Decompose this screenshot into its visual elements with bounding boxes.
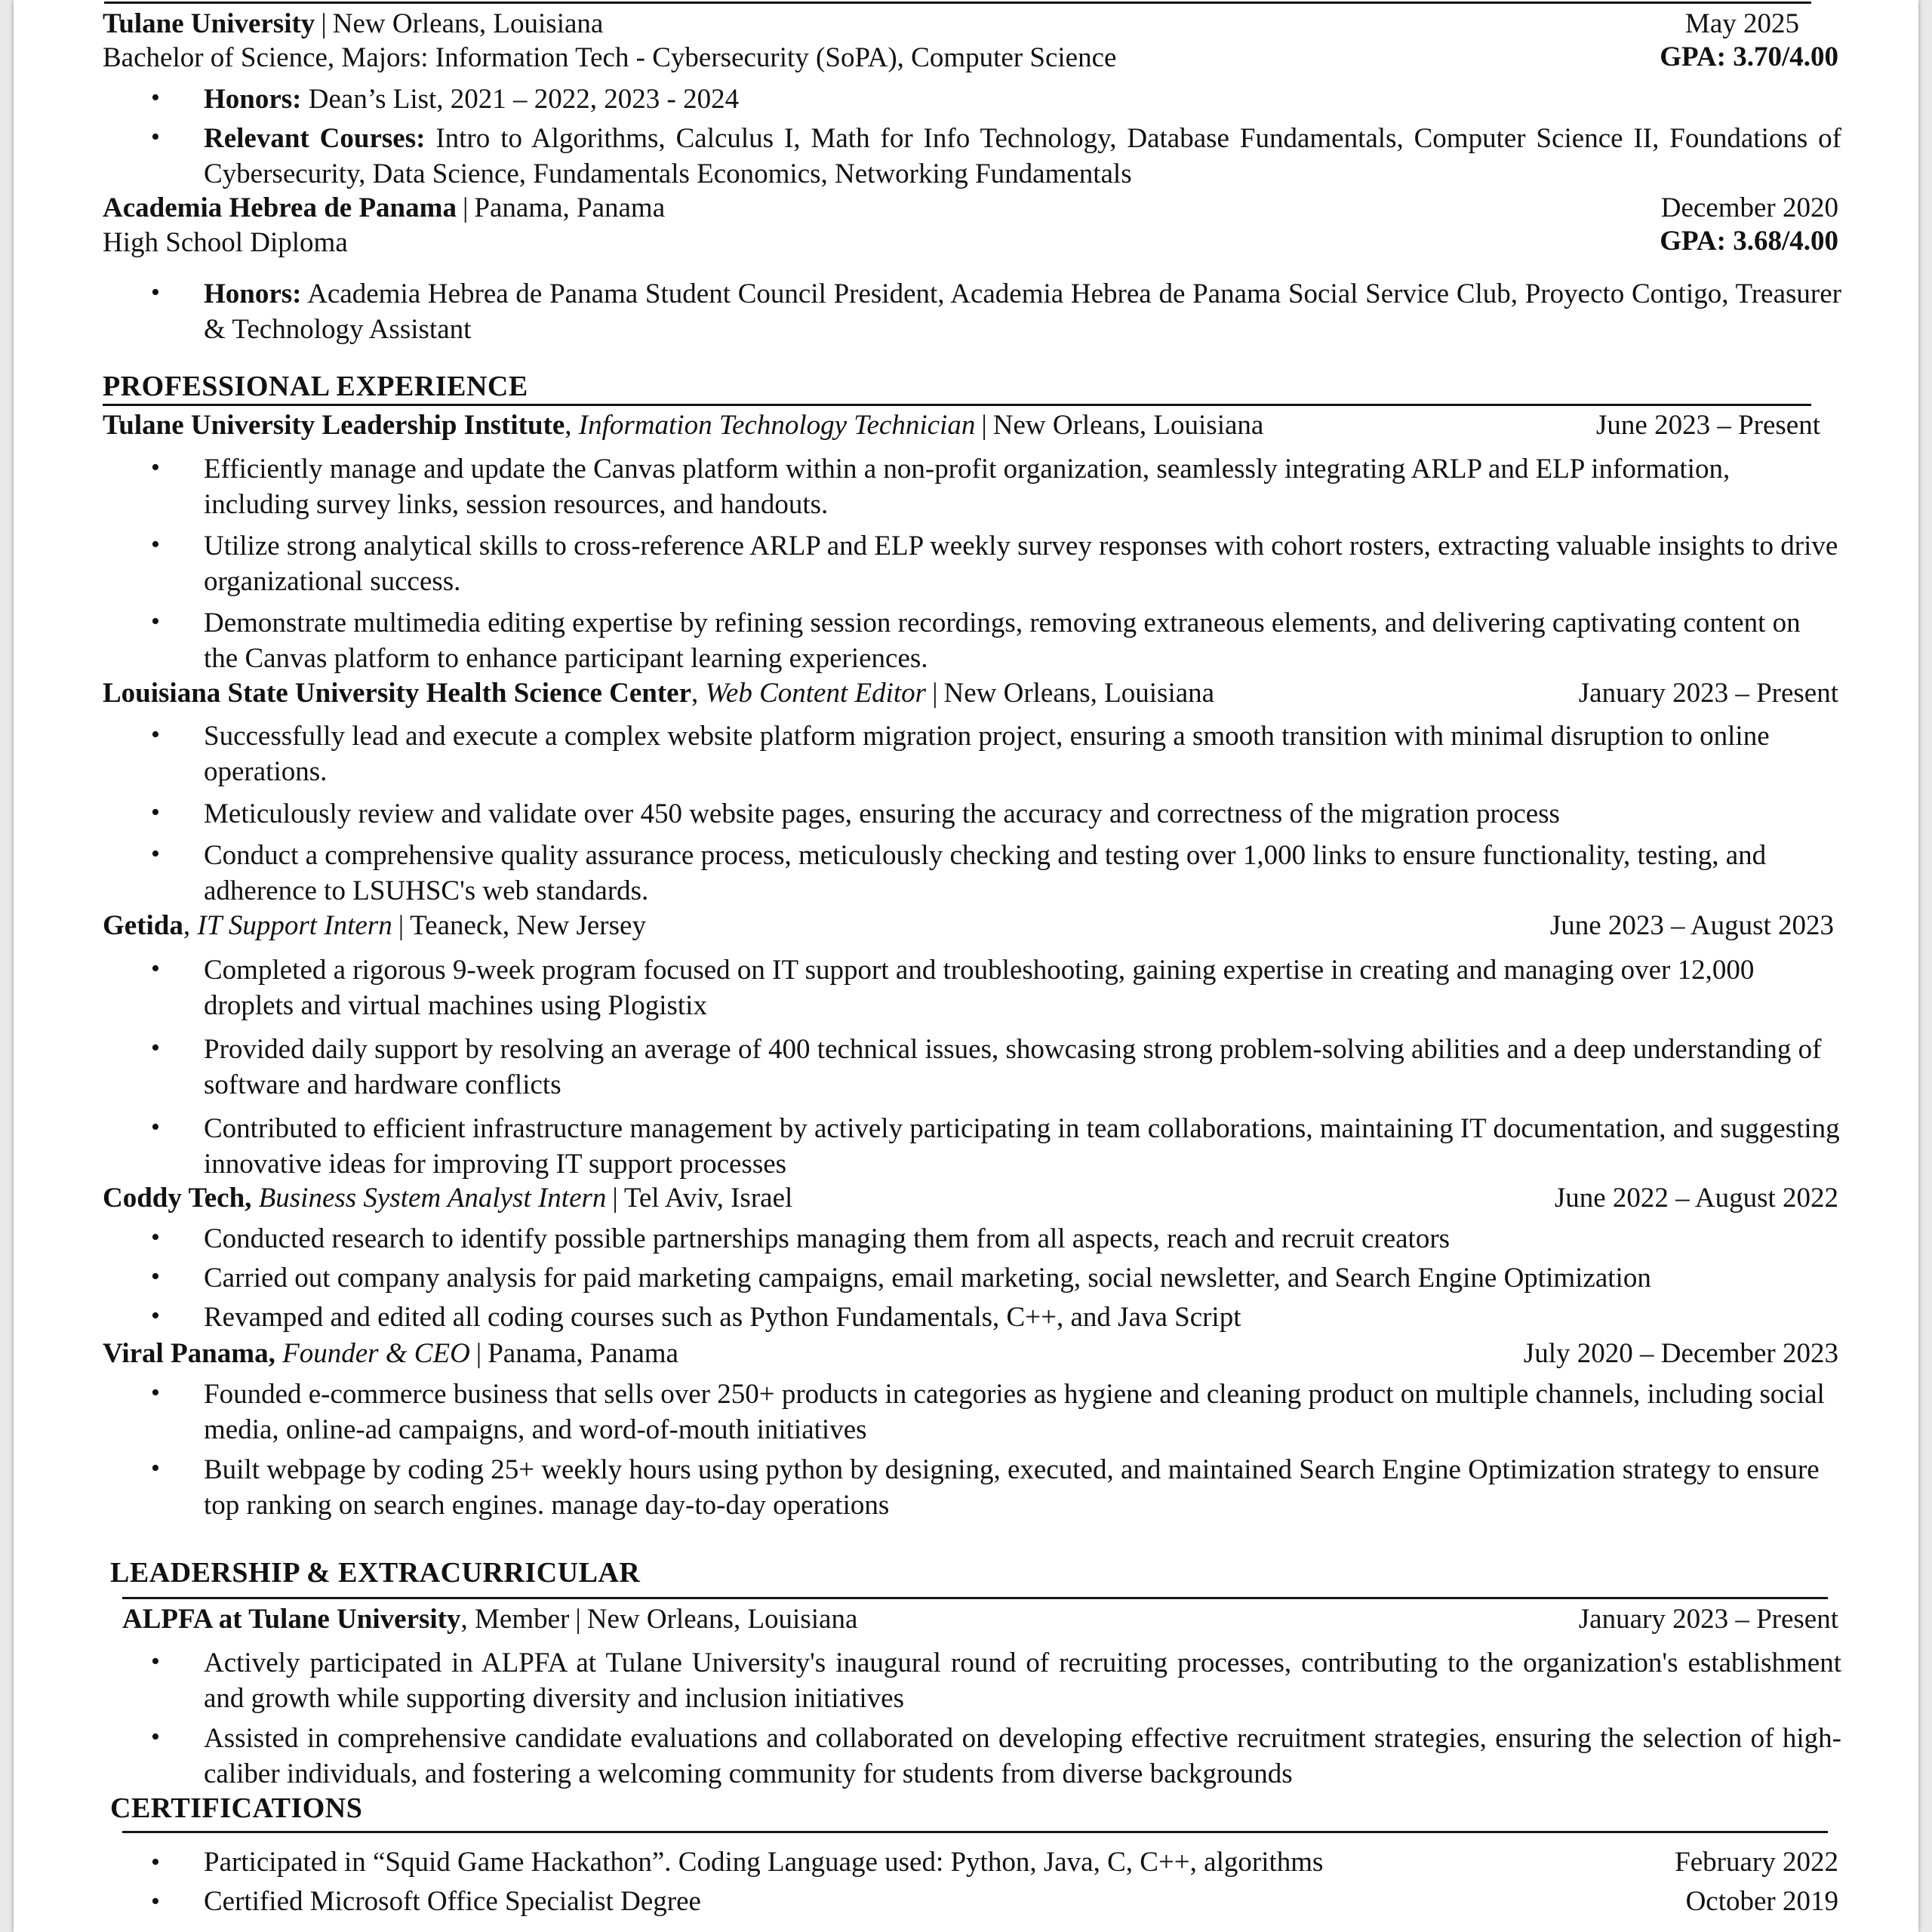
- list-item: Utilize strong analytical skills to cross-reference ARLP and ELP weekly survey responses with cohort rosters, extracting valuable insights to drive organizational success.: [204, 531, 1838, 597]
- certification-date: October 2019: [1685, 1886, 1838, 1917]
- bullet-marker: •: [151, 84, 160, 112]
- school-location: Panama, Panama: [474, 192, 666, 223]
- job-role: Business System Analyst Intern: [258, 1183, 607, 1214]
- job-header: Tulane University Leadership Institute, Information Technology Technician | New Orleans, Louisiana: [103, 410, 1264, 441]
- job-date: June 2022 – August 2022: [1554, 1183, 1838, 1214]
- job-org: Louisiana State University Health Science Center: [103, 678, 691, 709]
- bullet-marker: •: [151, 1034, 160, 1062]
- list-item: Actively participated in ALPFA at Tulane University's inaugural round of recruiting processes, contributing to the organization's establishment and growth while supporting diversity and inclusion initiatives: [204, 1647, 1841, 1714]
- job-date: July 2020 – December 2023: [1523, 1338, 1838, 1369]
- gpa: GPA: 3.70/4.00: [1660, 42, 1838, 72]
- degree: Bachelor of Science, Majors: Information Tech - Cybersecurity (SoPA), Computer Science: [103, 42, 1117, 73]
- certification-text: Certified Microsoft Office Specialist Degree: [204, 1886, 701, 1917]
- job-location: New Orleans, Louisiana: [943, 678, 1215, 709]
- courses-text: Intro to Algorithms, Calculus I, Math for Info Technology, Database Fundamentals, Computer Science II, Foundations of Cybersecurity, Data Science, Fundamentals Economics, Networking Fundamentals: [204, 123, 1841, 189]
- list-item: Revamped and edited all coding courses such as Python Fundamentals, C++, and Java Script: [204, 1302, 1241, 1333]
- bullet-marker: •: [151, 721, 160, 749]
- certification-text: Participated in “Squid Game Hackathon”. Coding Language used: Python, Java, C, C++, algorithms: [204, 1847, 1324, 1878]
- job-header: Getida, IT Support Intern | Teaneck, New Jersey: [103, 910, 646, 941]
- list-item: Provided daily support by resolving an average of 400 technical issues, showcasing strong problem-solving abilities and a deep understanding of software and hardware conflicts: [204, 1034, 1822, 1100]
- education-date: December 2020: [1660, 192, 1838, 223]
- section-divider: [103, 404, 1811, 406]
- bullet-marker: •: [151, 840, 160, 868]
- section-heading-experience: PROFESSIONAL EXPERIENCE: [103, 371, 528, 402]
- bullet-marker: •: [151, 454, 160, 481]
- school-name: Academia Hebrea de Panama: [103, 192, 457, 223]
- bullet-marker: •: [151, 1379, 160, 1407]
- education-date: May 2025: [1684, 8, 1799, 39]
- list-item: Built webpage by coding 25+ weekly hours using python by designing, executed, and maintained Search Engine Optimization strategy to ensure top ranking on search engines. manage day-to-day operations: [204, 1454, 1820, 1521]
- honors-text: Dean’s List, 2021 – 2022, 2023 - 2024: [308, 84, 740, 115]
- leadership-org: ALPFA at Tulane University: [122, 1604, 461, 1635]
- list-item: [204, 121, 1841, 192]
- job-header: Coddy Tech, Business System Analyst Intern | Tel Aviv, Israel: [103, 1183, 793, 1214]
- bullet-marker: •: [151, 798, 160, 826]
- list-item: [204, 82, 1841, 117]
- leadership-header: ALPFA at Tulane University, Member | New Orleans, Louisiana: [122, 1604, 858, 1635]
- leadership-location: New Orleans, Louisiana: [586, 1604, 858, 1635]
- job-role: IT Support Intern: [197, 910, 392, 941]
- list-item: Successfully lead and execute a complex website platform migration project, ensuring a smooth transition with minimal disruption to online operations.: [204, 721, 1770, 787]
- job-header: Louisiana State University Health Science Center, Web Content Editor | New Orleans, Louisiana: [103, 678, 1215, 709]
- gpa: GPA: 3.68/4.00: [1660, 226, 1838, 257]
- job-location: New Orleans, Louisiana: [992, 410, 1264, 441]
- degree: High School Diploma: [103, 227, 348, 258]
- list-item: Conduct a comprehensive quality assurance process, meticulously checking and testing over 1,000 links to ensure functionality, testing, and adherence to LSUHSC's web standards.: [204, 840, 1767, 906]
- list-item: Founded e-commerce business that sells over 250+ products in categories as hygiene and cleaning product on multiple channels, including social media, online-ad campaigns, and word-of-mouth initiatives: [204, 1379, 1825, 1445]
- section-heading-leadership: LEADERSHIP & EXTRACURRICULAR: [110, 1557, 641, 1589]
- bullet-marker: •: [151, 1223, 160, 1251]
- resume-page: [14, 0, 1918, 1932]
- education-entry-header: Academia Hebrea de Panama | Panama, Panama: [103, 192, 666, 223]
- honors-label: Honors:: [204, 84, 302, 115]
- list-item: Conducted research to identify possible partnerships managing them from all aspects, reach and recruit creators: [204, 1223, 1451, 1254]
- resume-content: [14, 0, 1918, 1932]
- list-item: Efficiently manage and update the Canvas platform within a non-profit organization, seamlessly integrating ARLP and ELP information, including survey links, session resources, and handouts.: [204, 454, 1730, 520]
- bullet-marker: •: [151, 1848, 160, 1876]
- job-location: Teaneck, New Jersey: [410, 910, 646, 941]
- job-org: Tulane University Leadership Institute: [103, 410, 565, 441]
- bullet-marker: •: [151, 1723, 160, 1751]
- job-role: Web Content Editor: [705, 678, 927, 709]
- job-org: Coddy Tech,: [103, 1183, 252, 1214]
- bullet-marker: •: [151, 123, 160, 151]
- list-item: Completed a rigorous 9-week program focused on IT support and troubleshooting, gaining expertise in creating and managing over 12,000 droplets and virtual machines using Plogistix: [204, 955, 1755, 1021]
- school-name: Tulane University: [103, 8, 315, 39]
- education-entry-header: Tulane University | New Orleans, Louisiana: [103, 8, 604, 39]
- list-item: [204, 276, 1841, 347]
- bullet-marker: •: [151, 955, 160, 983]
- bullet-marker: •: [151, 278, 160, 306]
- school-location: New Orleans, Louisiana: [332, 8, 604, 39]
- bullet-marker: •: [151, 608, 160, 635]
- list-item: Carried out company analysis for paid marketing campaigns, email marketing, social newsletter, and Search Engine Optimization: [204, 1263, 1651, 1294]
- bullet-marker: •: [151, 1647, 160, 1675]
- list-item: Assisted in comprehensive candidate evaluations and collaborated on developing effective recruitment strategies, ensuring the selection of high-caliber individuals, and fostering a welcoming community for students from diverse backgrounds: [204, 1723, 1841, 1789]
- bullet-marker: •: [151, 531, 160, 558]
- job-header: Viral Panama, Founder & CEO | Panama, Panama: [103, 1338, 678, 1369]
- honors-text: Academia Hebrea de Panama Student Council President, Academia Hebrea de Panama Social Service Club, Proyecto Contigo, Treasurer & Technology Assistant: [204, 278, 1841, 345]
- job-date: June 2023 – Present: [1596, 410, 1820, 441]
- bullet-marker: •: [151, 1887, 160, 1915]
- bullet-marker: •: [151, 1454, 160, 1482]
- leadership-role: Member: [475, 1604, 570, 1635]
- section-divider: [122, 1597, 1828, 1599]
- leadership-date: January 2023 – Present: [1578, 1604, 1838, 1635]
- section-heading-certifications: CERTIFICATIONS: [110, 1792, 363, 1824]
- list-item: Meticulously review and validate over 450 website pages, ensuring the accuracy and correctness of the migration process: [204, 798, 1560, 829]
- top-divider: [104, 2, 1811, 4]
- bullet-marker: •: [151, 1302, 160, 1330]
- honors-label: Honors:: [204, 278, 302, 309]
- courses-label: Relevant Courses:: [204, 123, 426, 154]
- job-location: Panama, Panama: [488, 1338, 678, 1369]
- bullet-marker: •: [151, 1113, 160, 1141]
- job-org: Viral Panama,: [103, 1338, 275, 1369]
- job-date: January 2023 – Present: [1578, 678, 1838, 709]
- certification-date: February 2022: [1675, 1847, 1838, 1878]
- list-item: Demonstrate multimedia editing expertise by refining session recordings, removing extraneous elements, and delivering captivating content on the Canvas platform to enhance participant learning experiences.: [204, 608, 1801, 674]
- section-divider: [122, 1831, 1828, 1833]
- job-date: June 2023 – August 2023: [1549, 910, 1834, 941]
- job-role: Founder & CEO: [282, 1338, 470, 1369]
- job-role: Information Technology Technician: [578, 410, 976, 441]
- job-org: Getida: [103, 910, 183, 941]
- list-item: Contributed to efficient infrastructure management by actively participating in team collaborations, maintaining IT documentation, and suggesting innovative ideas for improving IT support processes: [204, 1113, 1840, 1180]
- job-location: Tel Aviv, Israel: [623, 1183, 793, 1214]
- bullet-marker: •: [151, 1263, 160, 1291]
